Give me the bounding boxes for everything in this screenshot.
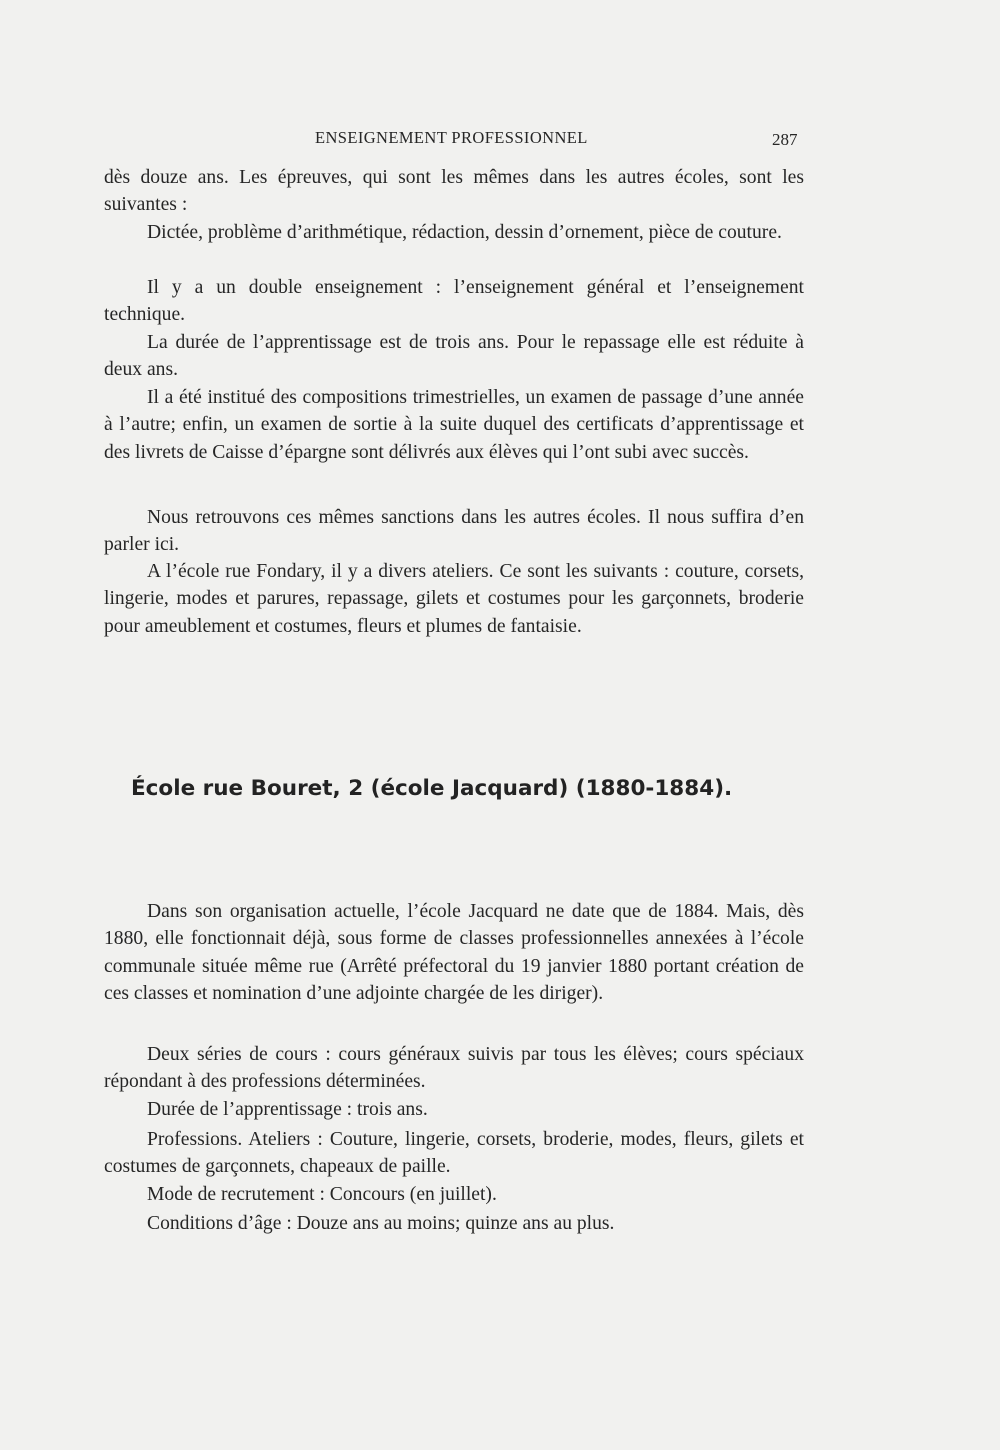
page-number: 287 (772, 130, 798, 149)
paragraph-course-series: Deux séries de cours : cours généraux suivis par tous les élèves; cours spéciaux répondant à des professions déterminées. (104, 1044, 804, 1093)
paragraph-age-conditions: Conditions d’âge : Douze ans au moins; quinze ans au plus. (147, 1213, 615, 1234)
section-heading: École rue Bouret, 2 (école Jacquard) (1880-1884). (131, 776, 733, 801)
paragraph-continued: dès douze ans. Les épreuves, qui sont les mêmes dans les autres écoles, sont les suivantes : (104, 167, 804, 216)
paragraph-workshops-fondary: A l’école rue Fondary, il y a divers ateliers. Ce sont les suivants : couture, corsets, lingerie, modes et parures, repassage, gilets et costumes pour les garçonnets, broderie pour ameublement et costumes, fleurs et plumes de fantaisie. (104, 561, 804, 637)
paragraph-organisation: Dans son organisation actuelle, l’école Jacquard ne date que de 1884. Mais, dès 1880, elle fonctionnait déjà, sous forme de classes professionnelles annexées à l’école communale située même rue (Arrêté préfectoral du 19 janvier 1880 portant création de ces classes et nomination d’une adjointe chargée de les diriger). (104, 901, 804, 1004)
paragraph-apprenticeship-duration: La durée de l’apprentissage est de trois ans. Pour le repassage elle est réduite à deux ans. (104, 332, 804, 381)
paragraph-sanctions: Nous retrouvons ces mêmes sanctions dans les autres écoles. Il nous suffira d’en parler ici. (104, 507, 804, 556)
paragraph-professions: Professions. Ateliers : Couture, lingerie, corsets, broderie, modes, fleurs, gilets et costumes de garçonnets, chapeaux de paille. (104, 1129, 804, 1178)
paragraph-recruitment: Mode de recrutement : Concours (en juillet). (147, 1184, 497, 1205)
paragraph-duration: Durée de l’apprentissage : trois ans. (147, 1099, 428, 1120)
paragraph-exam-subjects: Dictée, problème d’arithmétique, rédaction, dessin d’ornement, pièce de couture. (147, 222, 782, 243)
running-title: ENSEIGNEMENT PROFESSIONNEL (315, 128, 588, 147)
paragraph-examinations: Il a été institué des compositions trimestrielles, un examen de passage d’une année à l’autre; enfin, un examen de sortie à la suite duquel des certificats d’apprentissage et des livrets de Caisse d’épargne sont délivrés aux élèves qui l’ont subi avec succès. (104, 387, 804, 463)
running-head (0, 128, 1000, 152)
paragraph-double-teaching: Il y a un double enseignement : l’enseignement général et l’enseignement technique. (104, 277, 804, 326)
